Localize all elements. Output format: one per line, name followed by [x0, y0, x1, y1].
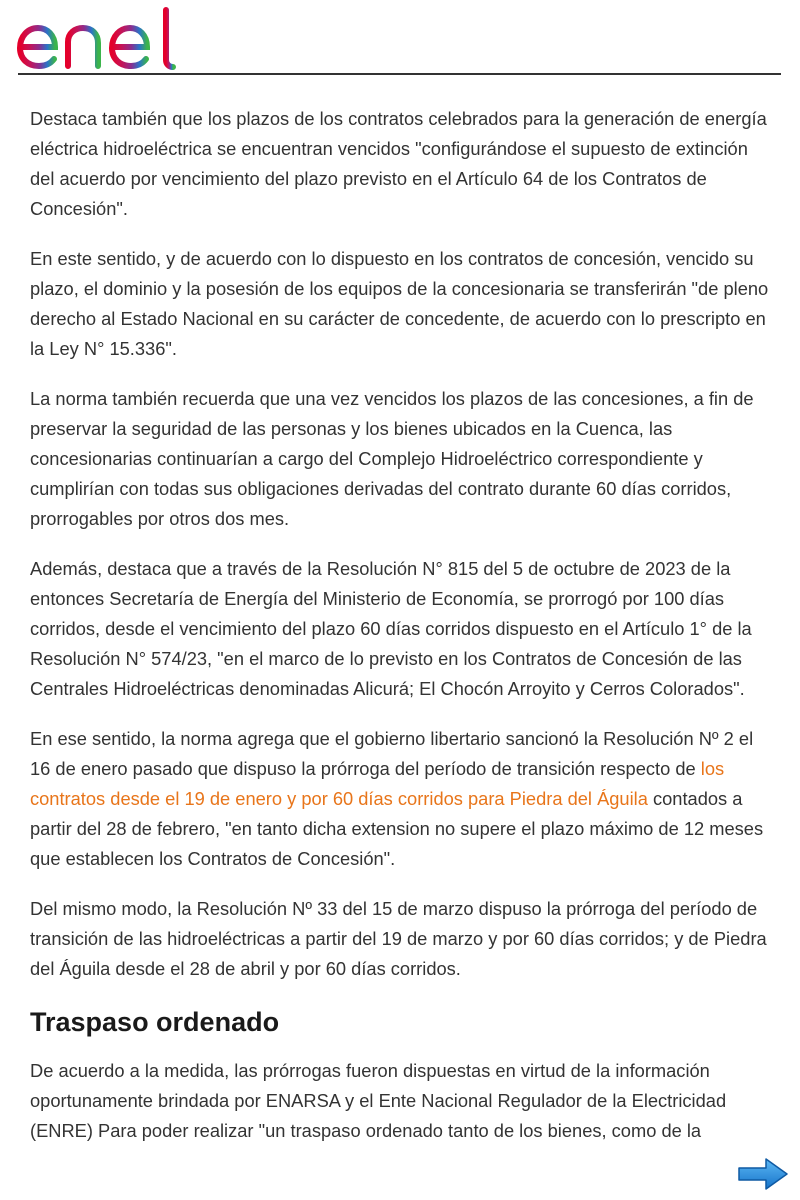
contracts-link[interactable]: los contratos desde el 19 de enero y por 60 días corridos para Piedra del Águila [30, 758, 725, 809]
page-header [0, 0, 800, 76]
section-heading: Traspaso ordenado [30, 1007, 280, 1037]
paragraph-5-text-after: contados a partir del 28 de febrero, "en tanto dicha extension no supere el plazo máximo de 12 meses que establecen los Contratos de Concesión". [30, 788, 764, 869]
article-body [30, 104, 770, 1166]
paragraph-1: Destaca también que los plazos de los contratos celebrados para la generación de energía eléctrica hidroeléctrica se encuentran vencidos "configurándose el supuesto de extinción del acuerdo por vencimiento del plazo previsto en el Artículo 64 de los Contratos de Concesión". [30, 108, 767, 219]
enel-logo[interactable] [16, 6, 186, 72]
paragraph-5 [30, 724, 770, 874]
paragraph-5-text-before: En ese sentido, la norma agrega que el gobierno libertario sancionó la Resolución Nº 2 el 16 de enero pasado que dispuso la prórroga del período de transición respecto de [30, 728, 754, 779]
arrow-right-icon[interactable] [736, 1156, 790, 1192]
header-divider [18, 73, 781, 75]
paragraph-2: En este sentido, y de acuerdo con lo dispuesto en los contratos de concesión, vencido su plazo, el dominio y la posesión de los equipos de la concesionaria se transferirán "de pleno derecho al Estado Nacional en su carácter de concedente, de acuerdo con lo prescripto en la Ley N° 15.336". [30, 248, 769, 359]
paragraph-3: La norma también recuerda que una vez vencidos los plazos de las concesiones, a fin de preservar la seguridad de las personas y los bienes ubicados en la Cuenca, las concesionarias continuarían a cargo del Complejo Hidroeléctrico correspondiente y cumplirían con todas sus obligaciones derivadas del contrato durante 60 días corridos, prorrogables por otros dos mes. [30, 388, 754, 529]
paragraph-7: De acuerdo a la medida, las prórrogas fueron dispuestas en virtud de la información oportunamente brindada por ENARSA y el Ente Nacional Regulador de la Electricidad (ENRE) Para poder realizar "un traspaso ordenado tanto de los bienes, como de la [30, 1060, 727, 1141]
paragraph-4: Además, destaca que a través de la Resolución N° 815 del 5 de octubre de 2023 de la entonces Secretaría de Energía del Ministerio de Economía, se prorrogó por 100 días corridos, desde el vencimiento del plazo 60 días corridos dispuesto en el Artículo 1° de la Resolución N° 574/23, "en el marco de lo previsto en los Contratos de Concesión de las Centrales Hidroeléctricas denominadas Alicurá; El Chocón Arroyito y Cerros Colorados". [30, 558, 752, 699]
paragraph-6: Del mismo modo, la Resolución Nº 33 del 15 de marzo dispuso la prórroga del período de transición de las hidroeléctricas a partir del 19 de marzo y por 60 días corridos; y de Piedra del Águila desde el 28 de abril y por 60 días corridos. [30, 898, 767, 979]
